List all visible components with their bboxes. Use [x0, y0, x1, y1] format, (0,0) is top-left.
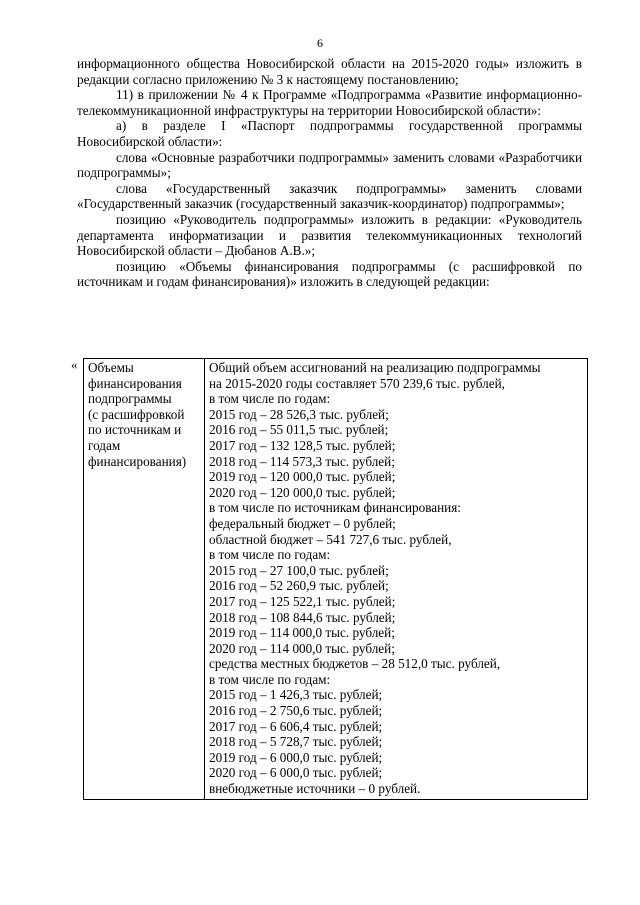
- content-line: федеральный бюджет – 0 рублей;: [209, 515, 396, 531]
- opening-quote-mark: «: [71, 357, 78, 372]
- content-line: 2020 год – 120 000,0 тыс. рублей;: [209, 484, 396, 500]
- paragraph: позицию «Объемы финансирования подпрограммы (с расшифровкой по источникам и годам финансирования)» изложить в следующей редакции:: [77, 258, 582, 290]
- header-line: (с расшифровкой: [88, 406, 185, 422]
- content-line: 2015 год – 28 526,3 тыс. рублей;: [209, 406, 389, 422]
- content-line: 2018 год – 108 844,6 тыс. рублей;: [209, 609, 396, 625]
- content-line: 2016 год – 55 011,5 тыс. рублей;: [209, 422, 389, 438]
- table-header-cell: [84, 359, 205, 800]
- content-line: 2015 год – 1 426,3 тыс. рублей;: [209, 687, 383, 703]
- content-line: 2020 год – 114 000,0 тыс. рублей;: [209, 640, 395, 656]
- financing-table: [83, 358, 588, 800]
- content-line: 2018 год – 114 573,3 тыс. рублей;: [209, 453, 395, 469]
- table-row: [84, 359, 588, 800]
- content-line: на 2015-2020 годы составляет 570 239,6 тыс. рублей,: [209, 375, 505, 391]
- content-line: 2016 год – 52 260,9 тыс. рублей;: [209, 578, 389, 594]
- content-line: внебюджетные источники – 0 рублей.: [209, 781, 421, 797]
- content-line: в том числе по годам:: [209, 671, 331, 687]
- content-line: 2020 год – 6 000,0 тыс. рублей;: [209, 765, 383, 781]
- content-line: 2015 год – 27 100,0 тыс. рублей;: [209, 562, 389, 578]
- content-line: 2019 год – 120 000,0 тыс. рублей;: [209, 469, 396, 485]
- paragraph: позицию «Руководитель подпрограммы» изложить в редакции: «Руководитель департамента информатизации и развития телекоммуникационных технологий Новосибирской области – Дюбанов А.В.»;: [77, 211, 582, 259]
- content-line: 2017 год – 6 606,4 тыс. рублей;: [209, 718, 383, 734]
- page-number: 6: [317, 36, 323, 50]
- paragraph: а) в разделе I «Паспорт подпрограммы государственной программы Новосибирской области»:: [77, 118, 582, 149]
- header-line: финансирования): [88, 453, 187, 469]
- paragraph: слова «Государственный заказчик подпрограммы» заменить словами «Государственный заказчик (государственный заказчик-координатор) подпрограммы»;: [77, 180, 582, 212]
- content-line: 2016 год – 2 750,6 тыс. рублей;: [209, 703, 383, 719]
- paragraph: 11) в приложении № 4 к Программе «Подпрограмма «Развитие информационно-телекоммуникационной инфраструктуры на территории Новосибирской области»:: [77, 87, 582, 118]
- content-line: средства местных бюджетов – 28 512,0 тыс. рублей,: [209, 656, 501, 672]
- content-line: 2018 год – 5 728,7 тыс. рублей;: [209, 734, 383, 750]
- content-line: в том числе по годам:: [209, 547, 331, 563]
- content-line: 2017 год – 125 522,1 тыс. рублей;: [209, 593, 396, 609]
- paragraph: информационного общества Новосибирской области на 2015-2020 годы» изложить в редакции согласно приложению № 3 к настоящему постановлению;: [77, 56, 582, 87]
- content-line: 2019 год – 6 000,0 тыс. рублей;: [209, 749, 383, 765]
- header-line: финансирования: [88, 375, 182, 391]
- paragraph: слова «Основные разработчики подпрограммы» заменить словами «Разработчики подпрограммы»;: [77, 149, 582, 181]
- header-line: по источникам и: [88, 422, 182, 438]
- content-line: областной бюджет – 541 727,6 тыс. рублей,: [209, 531, 452, 547]
- document-body: [77, 56, 582, 290]
- content-line: 2017 год – 132 128,5 тыс. рублей;: [209, 437, 396, 453]
- header-line: Объемы: [88, 360, 134, 375]
- content-line: в том числе по источникам финансирования:: [209, 500, 461, 516]
- content-line: Общий объем ассигнований на реализацию подпрограммы: [209, 360, 541, 375]
- content-line: в том числе по годам:: [209, 391, 331, 407]
- header-line: годам: [88, 437, 121, 453]
- header-line: подпрограммы: [88, 391, 172, 407]
- table-content-cell: [205, 359, 588, 800]
- content-line: 2019 год – 114 000,0 тыс. рублей;: [209, 625, 395, 641]
